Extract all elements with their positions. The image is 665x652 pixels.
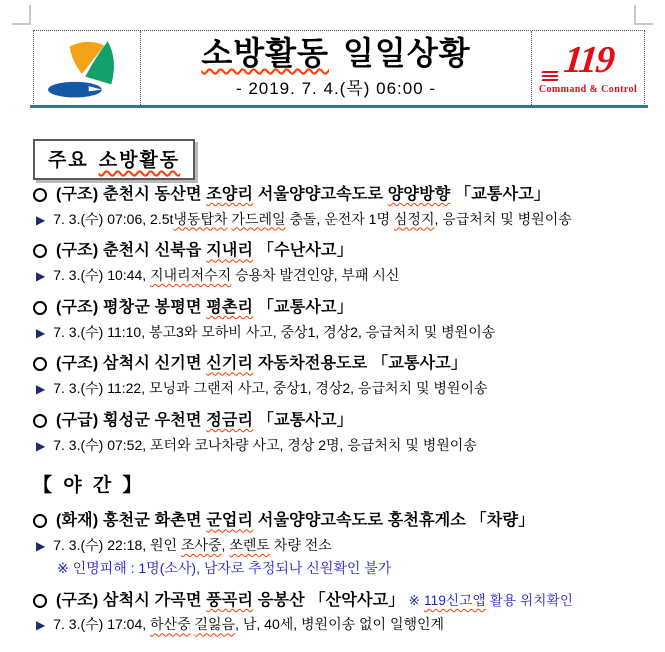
text-segment: 길잃음 xyxy=(194,616,236,633)
text-segment: 조사중 xyxy=(180,537,222,554)
incident-item xyxy=(33,410,651,454)
header-divider-rule xyxy=(30,105,648,108)
incident-detail-row xyxy=(33,266,651,285)
night-incident-list xyxy=(33,510,651,634)
incident-title-row xyxy=(33,410,651,432)
incident-title xyxy=(56,184,550,206)
text-segment: 풍곡리 xyxy=(206,591,254,609)
incident-note xyxy=(33,559,651,578)
incident-detail xyxy=(53,323,495,342)
text-segment: 정금리 xyxy=(206,411,254,429)
incident-detail-row xyxy=(33,323,651,342)
incident-detail xyxy=(53,210,572,229)
text-segment: 7. 3.(수) 07:52, 포터와 코나차량 사고, 경상 2명, 응급처치 및 병원이송 xyxy=(53,436,477,453)
text-segment: 양양방향 xyxy=(387,186,451,203)
main-incident-list xyxy=(33,184,651,454)
text-segment: (화재) 홍천군 화촌면 xyxy=(56,512,207,530)
incident-item xyxy=(33,590,651,634)
night-section-heading: 【 야 간 】 xyxy=(33,475,145,497)
text-segment: ※ 인명피해 : 1명(소사), 남자로 추정되나 신원확인 불가 xyxy=(57,559,392,576)
incident-title-row xyxy=(33,590,651,612)
incident-title-row xyxy=(33,184,651,206)
incident-title xyxy=(56,410,353,432)
incident-title xyxy=(56,510,534,532)
text-segment: 7. 3.(수) 11:10, 봉고3와 모하비 사고, 중상1, 경상2, 응급처치 및 병원이송 xyxy=(53,323,496,340)
section-title-word1: 주요 xyxy=(48,150,89,171)
incident-item xyxy=(33,184,651,228)
report-body xyxy=(33,184,651,646)
text-segment: (구급) 횡성군 우천면 xyxy=(56,411,207,429)
report-title-word2: 일일상황 xyxy=(343,35,471,72)
text-segment: 119신고앱 xyxy=(423,592,486,608)
badge-119-caption: Command & Control xyxy=(538,84,638,95)
text-segment: , 남, 40세, 병원이송 없이 일행인계 xyxy=(235,616,445,633)
triangle-bullet-icon: ▶ xyxy=(36,618,46,633)
province-logo-cell xyxy=(34,31,141,105)
incident-detail-row xyxy=(33,436,651,455)
page-corner-mark-right xyxy=(634,5,653,25)
text-segment: 서울양양고속도로 홍천휴게소 「차량」 xyxy=(253,512,535,530)
text-segment: 쏘렌토 xyxy=(229,537,270,554)
incident-detail xyxy=(53,266,399,285)
circle-bullet-icon xyxy=(33,414,47,428)
text-segment: ※ xyxy=(404,592,424,608)
text-segment: 하산중 xyxy=(150,616,191,633)
report-datetime: - 2019. 7. 4.(목) 06:00 - xyxy=(235,78,437,98)
circle-bullet-icon xyxy=(33,594,47,608)
circle-bullet-icon xyxy=(33,301,47,315)
text-segment: 「교통사고」 xyxy=(253,411,353,429)
incident-item xyxy=(33,297,651,341)
text-segment: 신기리 xyxy=(206,355,254,373)
text-segment: 지내리 xyxy=(206,242,254,260)
text-segment: 군업리 xyxy=(206,512,254,530)
incident-title xyxy=(56,353,467,375)
text-segment: 조양리 xyxy=(206,186,254,203)
incident-title xyxy=(56,590,573,612)
circle-bullet-icon xyxy=(33,357,47,371)
badge-speed-lines-icon xyxy=(542,71,558,81)
text-segment: 7. 3.(수) 11:22, 모닝과 그랜저 사고, 중상1, 경상2, 응급처치 및 병원이송 xyxy=(53,380,488,397)
text-segment: 7. 3.(수) 22:18, 원인 xyxy=(53,537,181,554)
circle-bullet-icon xyxy=(33,244,47,258)
section-title-word2: 소방활동 xyxy=(98,150,181,171)
text-segment: (구조) 삼척시 신기면 xyxy=(56,355,207,373)
text-segment: 심정지 xyxy=(393,210,435,227)
text-segment: 활용 위치확인 xyxy=(485,592,574,608)
text-segment: , xyxy=(221,537,230,554)
text-segment: (구조) 춘천시 동산면 xyxy=(56,186,207,203)
incident-title-row xyxy=(33,353,651,375)
text-segment: 차량 전소 xyxy=(269,537,332,554)
incident-item xyxy=(33,240,651,284)
text-segment: 충돌, 운전자 1명 xyxy=(285,210,394,227)
text-segment: 승용차 발견인양, 부패 시신 xyxy=(231,267,400,284)
incident-detail-row xyxy=(33,615,651,634)
report-title xyxy=(201,37,470,71)
triangle-bullet-icon: ▶ xyxy=(36,212,46,227)
triangle-bullet-icon: ▶ xyxy=(36,382,46,397)
incident-title xyxy=(56,297,353,319)
text-segment: 평촌리 xyxy=(206,298,254,316)
incident-title-row xyxy=(33,510,651,532)
incident-detail xyxy=(53,615,444,634)
triangle-bullet-icon: ▶ xyxy=(36,325,46,340)
section-title-box xyxy=(33,139,195,180)
text-segment: (구조) 평창군 봉평면 xyxy=(56,298,207,316)
incident-detail-row xyxy=(33,210,651,229)
triangle-bullet-icon: ▶ xyxy=(36,539,46,554)
text-segment: (구조) 삼척시 가곡면 xyxy=(56,591,207,609)
text-segment: 「수난사고」 xyxy=(253,242,353,260)
incident-title xyxy=(56,240,353,262)
text-segment: 7. 3.(수) 10:44, xyxy=(53,267,151,284)
badge-119-number: 119 xyxy=(561,39,615,81)
triangle-bullet-icon: ▶ xyxy=(36,269,46,284)
text-segment: 7. 3.(수) 07:06, 2.5t xyxy=(53,210,174,227)
incident-item xyxy=(33,510,651,577)
province-emblem-icon xyxy=(43,36,131,100)
text-segment: 지내리저수지 xyxy=(150,267,232,284)
incident-item xyxy=(33,353,651,397)
text-segment: 자동차전용도로 「교통사고」 xyxy=(253,355,468,373)
badge-119-cell xyxy=(532,31,644,105)
incident-detail-row xyxy=(33,536,651,555)
incident-detail xyxy=(53,436,477,455)
report-header xyxy=(33,30,645,106)
page-corner-mark-left xyxy=(12,5,31,25)
incident-detail xyxy=(53,379,487,398)
triangle-bullet-icon: ▶ xyxy=(36,438,46,453)
text-segment: 가드레일 xyxy=(231,210,286,227)
incident-detail-row xyxy=(33,379,651,398)
text-segment: 7. 3.(수) 17:04, xyxy=(53,616,151,633)
text-segment: 서울양양고속도로 xyxy=(253,186,388,203)
report-title-cell xyxy=(141,31,532,105)
incident-detail xyxy=(53,536,332,555)
incident-title-row xyxy=(33,240,651,262)
circle-bullet-icon xyxy=(33,188,47,202)
text-segment: (구조) 춘천시 신북읍 xyxy=(56,242,207,260)
incident-title-row xyxy=(33,297,651,319)
report-title-word1: 소방활동 xyxy=(201,35,329,72)
text-segment: 응봉산 「산악사고」 xyxy=(253,591,405,609)
text-segment: , 응급처치 및 병원이송 xyxy=(434,210,572,227)
circle-bullet-icon xyxy=(33,514,47,528)
text-segment: 「교통사고」 xyxy=(253,298,353,316)
text-segment: 「교통사고」 xyxy=(450,186,551,203)
text-segment: 냉동탑차 xyxy=(173,210,228,227)
